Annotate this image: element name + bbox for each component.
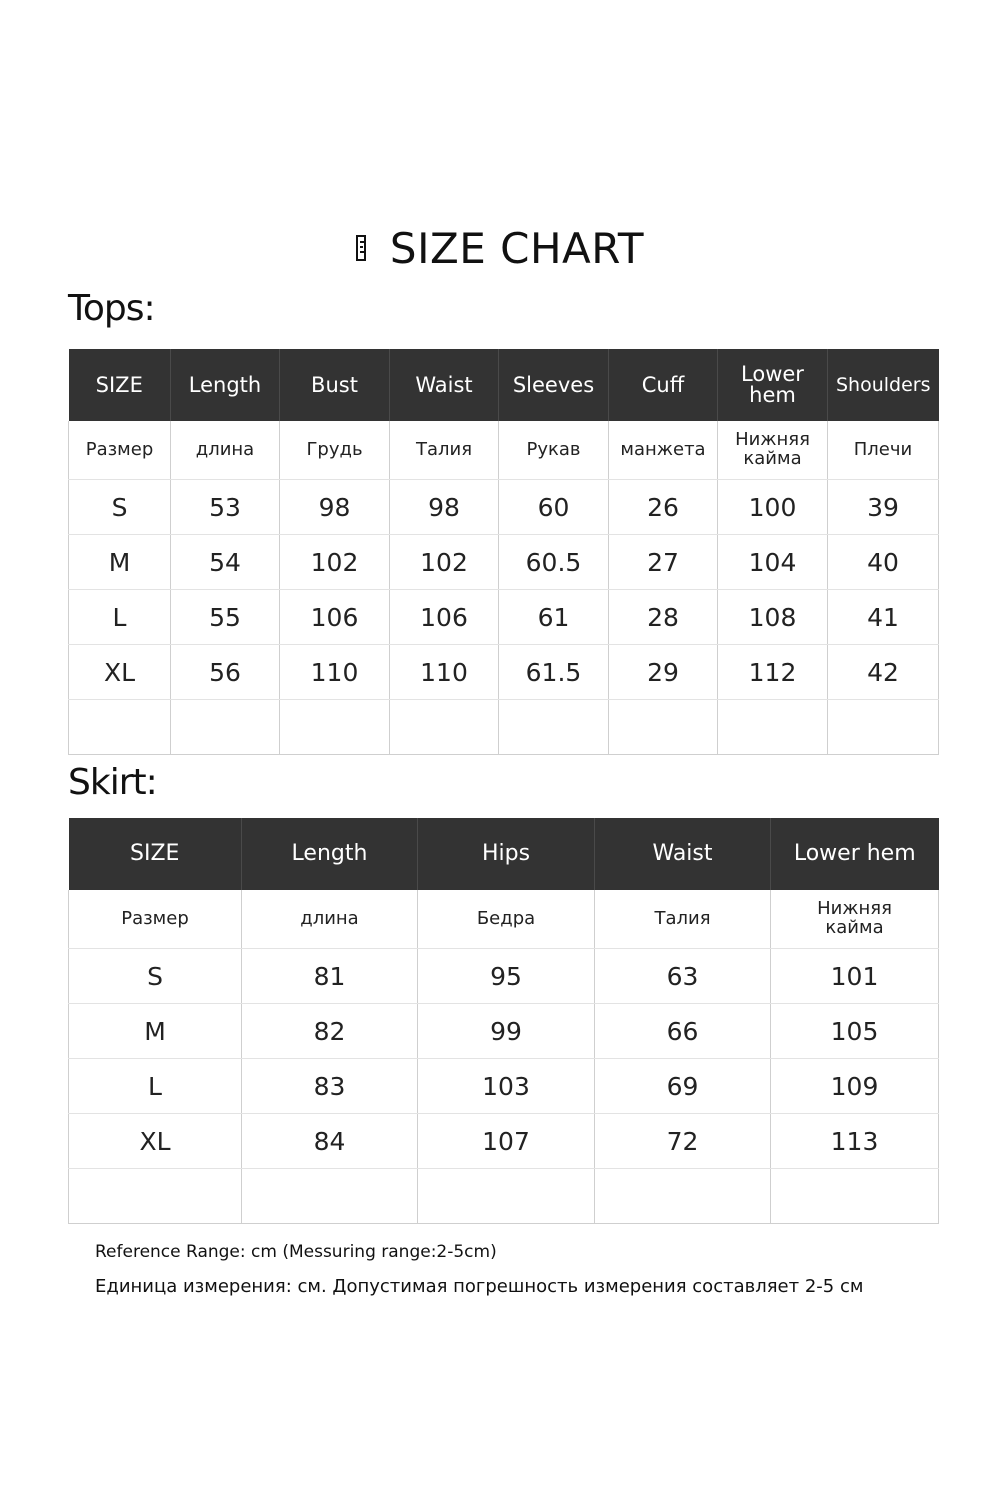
column-header-ru: Талия [595,890,771,949]
table-cell: 101 [771,949,939,1004]
table-cell: 109 [771,1059,939,1114]
table-cell [499,700,609,755]
table-cell [828,700,939,755]
table-cell: 56 [171,645,280,700]
table-cell: 72 [595,1114,771,1169]
table-cell: 84 [242,1114,418,1169]
column-header-ru: Плечи [828,421,939,480]
table-row [69,1114,939,1169]
column-header-ru: Рукав [499,421,609,480]
skirt-size-table [68,818,939,1224]
table-cell: 39 [828,480,939,535]
table-cell: 98 [390,480,499,535]
table-cell: 100 [718,480,828,535]
ruler-icon [356,235,366,261]
table-cell: 107 [418,1114,595,1169]
column-header: Lower hem [771,818,939,890]
table-cell: 113 [771,1114,939,1169]
table-cell: 95 [418,949,595,1004]
table-row [69,949,939,1004]
table-row [69,590,939,645]
page-title-text: SIZE CHART [389,223,645,273]
table-row [69,535,939,590]
column-header: Waist [595,818,771,890]
table-cell: L [69,1059,242,1114]
table-cell [69,1169,242,1224]
table-row [69,645,939,700]
column-header-ru: Талия [390,421,499,480]
skirt-russian-header-row [69,890,939,949]
table-row [69,1004,939,1059]
table-cell: 82 [242,1004,418,1059]
table-cell: 106 [390,590,499,645]
column-header: Length [242,818,418,890]
table-cell: 55 [171,590,280,645]
column-header: SIZE [69,818,242,890]
table-row [69,1059,939,1114]
table-cell [771,1169,939,1224]
table-cell: 102 [390,535,499,590]
skirt-header-row [69,818,939,890]
table-cell: XL [69,645,171,700]
table-cell: 83 [242,1059,418,1114]
table-cell: 42 [828,645,939,700]
table-cell: 66 [595,1004,771,1059]
table-cell: 61 [499,590,609,645]
table-cell [418,1169,595,1224]
table-cell: XL [69,1114,242,1169]
column-header: Bust [280,349,390,421]
table-cell: 102 [280,535,390,590]
table-cell: 26 [609,480,718,535]
table-cell [69,700,171,755]
table-row-empty [69,1169,939,1224]
table-cell: 112 [718,645,828,700]
column-header: Length [171,349,280,421]
table-cell: 40 [828,535,939,590]
table-cell: 108 [718,590,828,645]
table-cell [595,1169,771,1224]
table-cell [609,700,718,755]
table-cell [171,700,280,755]
reference-range-note: Reference Range: cm (Messuring range:2-5cm) [95,1242,497,1262]
table-cell: 104 [718,535,828,590]
column-header-ru: Нижняя кайма [771,890,939,949]
table-cell: 61.5 [499,645,609,700]
column-header-ru: Грудь [280,421,390,480]
column-header: SIZE [69,349,171,421]
column-header: Shoulders [828,349,939,421]
table-cell: S [69,949,242,1004]
column-header-ru: Нижняя кайма [718,421,828,480]
column-header: Lower hem [718,349,828,421]
table-cell: S [69,480,171,535]
table-row-empty [69,700,939,755]
column-header-ru: манжета [609,421,718,480]
tops-section-label: Tops: [68,288,155,329]
table-cell: 106 [280,590,390,645]
table-cell: 53 [171,480,280,535]
tops-header-row [69,349,939,421]
column-header: Waist [390,349,499,421]
column-header: Hips [418,818,595,890]
tops-russian-header-row [69,421,939,480]
table-cell: 27 [609,535,718,590]
column-header-ru: Размер [69,421,171,480]
table-cell: 110 [280,645,390,700]
column-header: Sleeves [499,349,609,421]
table-cell: 110 [390,645,499,700]
table-cell: M [69,1004,242,1059]
table-cell: 99 [418,1004,595,1059]
table-cell: 103 [418,1059,595,1114]
table-cell: 81 [242,949,418,1004]
table-cell [242,1169,418,1224]
table-cell: 41 [828,590,939,645]
table-cell [718,700,828,755]
table-cell: 63 [595,949,771,1004]
column-header-ru: Бедра [418,890,595,949]
table-cell: M [69,535,171,590]
column-header-ru: Размер [69,890,242,949]
column-header-ru: длина [242,890,418,949]
page-title [0,222,1000,274]
reference-range-note-ru: Единица измерения: см. Допустимая погрешность измерения составляет 2-5 см [95,1276,864,1297]
column-header-ru: длина [171,421,280,480]
table-cell: L [69,590,171,645]
table-cell: 98 [280,480,390,535]
table-cell: 54 [171,535,280,590]
table-cell: 69 [595,1059,771,1114]
skirt-section-label: Skirt: [68,762,157,803]
table-cell: 28 [609,590,718,645]
table-cell: 60.5 [499,535,609,590]
table-cell: 29 [609,645,718,700]
table-row [69,480,939,535]
table-cell [280,700,390,755]
column-header: Cuff [609,349,718,421]
table-cell: 105 [771,1004,939,1059]
table-cell [390,700,499,755]
tops-size-table [68,349,939,755]
table-cell: 60 [499,480,609,535]
